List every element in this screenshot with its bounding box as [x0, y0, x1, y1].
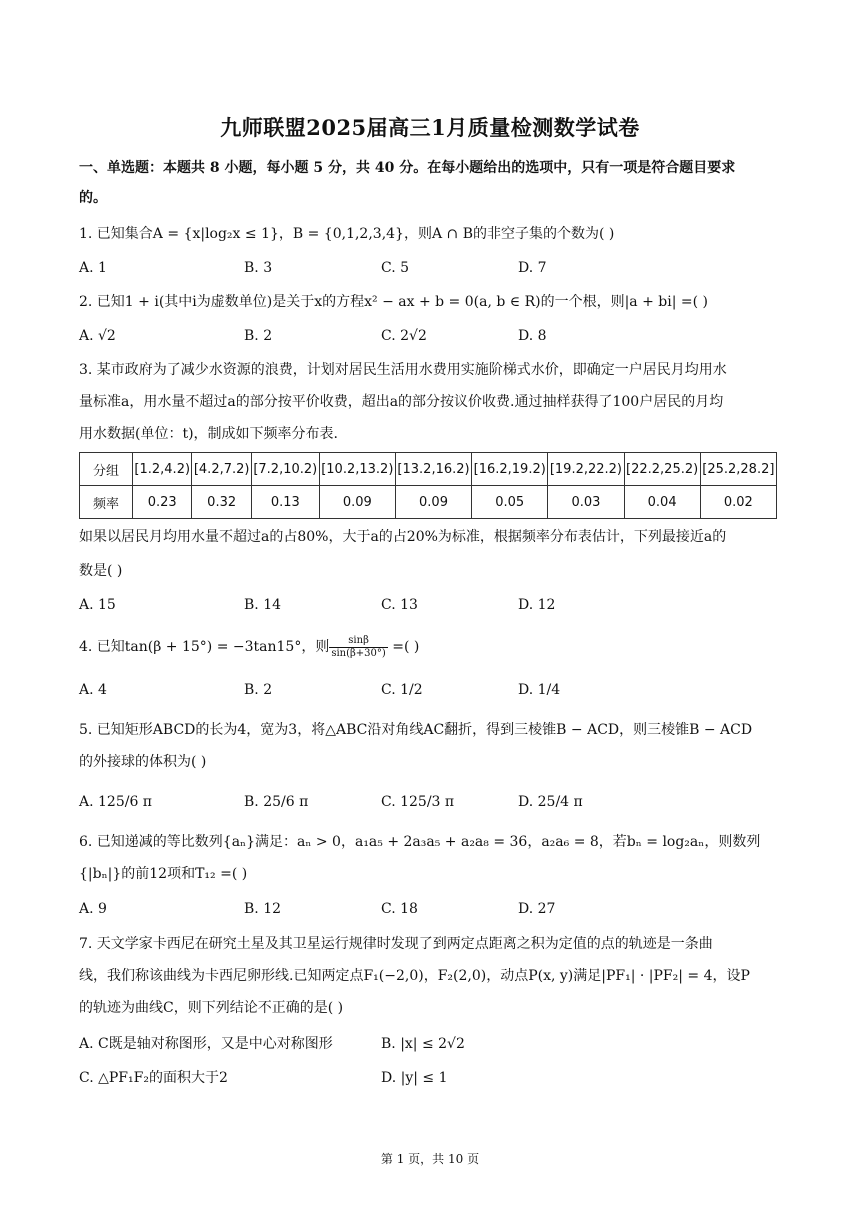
- q2-option-d: D. 8: [518, 328, 547, 344]
- table-cell: [22.2,25.2): [624, 453, 700, 486]
- q4-frac-num: sinβ: [329, 635, 387, 648]
- q7-option-b: B. |x| ≤ 2√2: [381, 1036, 465, 1052]
- q5-option-b: B. 25/6 π: [244, 794, 309, 810]
- q2-option-c: C. 2√2: [381, 328, 427, 344]
- question-7-line-2: 线，我们称该曲线为卡西尼卵形线.已知两定点F₁(−2,0)，F₂(2,0)，动点P(x, y)满足|PF₁| · |PF₂| = 4，设P: [79, 968, 750, 984]
- section-heading-line-1: 一、单选题：本题共 8 小题，每小题 5 分，共 40 分。在每小题给出的选项中，只有一项是符合题目要求: [79, 160, 736, 176]
- table-row-freqs: [80, 486, 777, 519]
- question-6-options: [79, 899, 784, 919]
- table-cell: [25.2,28.2]: [700, 453, 776, 486]
- question-7-options-row-2: [79, 1068, 784, 1088]
- table-cell: 0.03: [548, 486, 624, 519]
- table-cell: [7.2,10.2): [251, 453, 319, 486]
- q3-option-c: C. 13: [381, 597, 418, 613]
- q3-option-b: B. 14: [244, 597, 282, 613]
- q1-option-c: C. 5: [381, 260, 410, 276]
- question-3-line-1: 3. 某市政府为了减少水资源的浪费，计划对居民生活用水费用实施阶梯式水价，即确定一户居民月均用水: [79, 362, 727, 378]
- q5-option-a: A. 125/6 π: [79, 794, 153, 810]
- q2-option-a: A. √2: [79, 328, 116, 344]
- q4-stem-pre: 4. 已知tan(β + 15°) = −3tan15°，则: [79, 639, 330, 655]
- q7-option-c: C. △PF₁F₂的面积大于2: [79, 1070, 228, 1086]
- table-cell: [10.2,13.2): [319, 453, 395, 486]
- q4-option-b: B. 2: [244, 682, 273, 698]
- q1-option-b: B. 3: [244, 260, 273, 276]
- question-3-options: [79, 595, 784, 615]
- question-5-line-1: 5. 已知矩形ABCD的长为4，宽为3，将△ABC沿对角线AC翻折，得到三棱锥B − ACD，则三棱锥B − ACD: [79, 722, 753, 738]
- question-2-stem: 2. 已知1 + i(其中i为虚数单位)是关于x的方程x² − ax + b = 0(a, b ∈ R)的一个根，则|a + bi| =( ): [79, 294, 708, 310]
- question-1-stem: 1. 已知集合A = {x|log₂x ≤ 1}，B = {0,1,2,3,4}，则A ∩ B的非空子集的个数为( ): [79, 226, 615, 242]
- q2-option-b: B. 2: [244, 328, 273, 344]
- question-4-options: [79, 680, 784, 700]
- q5-option-c: C. 125/3 π: [381, 794, 455, 810]
- question-5-line-2: 的外接球的体积为( ): [79, 754, 207, 770]
- question-7-line-3: 的轨迹为曲线C，则下列结论不正确的是( ): [79, 1000, 344, 1016]
- q4-option-d: D. 1/4: [518, 682, 561, 698]
- question-3-line-5: 数是( ): [79, 563, 123, 579]
- q6-option-c: C. 18: [381, 901, 418, 917]
- question-5-options: [79, 792, 784, 812]
- frequency-table: [79, 452, 777, 519]
- table-cell: [19.2,22.2): [548, 453, 624, 486]
- question-3-line-4: 如果以居民月均用水量不超过a的占80%，大于a的占20%为标准，根据频率分布表估计，下列最接近a的: [79, 529, 727, 545]
- question-7-options-row-1: [79, 1034, 784, 1054]
- q3-option-a: A. 15: [79, 597, 116, 613]
- q6-option-b: B. 12: [244, 901, 282, 917]
- q4-fraction: [329, 635, 387, 660]
- q4-option-c: C. 1/2: [381, 682, 423, 698]
- table-cell: 0.09: [319, 486, 395, 519]
- q1-option-d: D. 7: [518, 260, 547, 276]
- q4-stem-post: =( ): [387, 639, 420, 655]
- question-2-options: [79, 326, 784, 346]
- q7-option-d: D. |y| ≤ 1: [381, 1070, 448, 1086]
- table-row-label: 频率: [80, 486, 133, 519]
- q5-option-d: D. 25/4 π: [518, 794, 583, 810]
- table-cell: 0.05: [472, 486, 548, 519]
- table-cell: 0.04: [624, 486, 700, 519]
- table-cell: [4.2,7.2): [192, 453, 251, 486]
- table-cell: 0.09: [395, 486, 471, 519]
- question-1-options: [79, 258, 784, 278]
- q4-frac-den: sin(β+30°): [331, 647, 386, 659]
- table-cell: 0.23: [133, 486, 192, 519]
- question-7-line-1: 7. 天文学家卡西尼在研究土星及其卫星运行规律时发现了到两定点距离之积为定值的点的轨迹是一条曲: [79, 936, 713, 952]
- table-row-label: 分组: [80, 453, 133, 486]
- q4-option-a: A. 4: [79, 682, 107, 698]
- q7-option-a: A. C既是轴对称图形，又是中心对称图形: [79, 1036, 333, 1052]
- table-cell: [13.2,16.2): [395, 453, 471, 486]
- table-cell: 0.13: [251, 486, 319, 519]
- table-cell: [16.2,19.2): [472, 453, 548, 486]
- table-row-groups: [80, 453, 777, 486]
- question-6-line-1: 6. 已知递减的等比数列{aₙ}满足：aₙ > 0，a₁a₅ + 2a₃a₅ + a₂a₈ = 36，a₂a₆ = 8，若bₙ = log₂aₙ，则数列: [79, 834, 761, 850]
- page-title: 九师联盟2025届高三1月质量检测数学试卷: [220, 115, 640, 140]
- q6-option-a: A. 9: [79, 901, 107, 917]
- q6-option-d: D. 27: [518, 901, 556, 917]
- table-cell: 0.02: [700, 486, 776, 519]
- question-3-line-3: 用水数据(单位：t)，制成如下频率分布表.: [79, 426, 338, 442]
- section-heading-line-2: 的。: [79, 190, 107, 206]
- question-6-line-2: {|bₙ|}的前12项和T₁₂ =( ): [79, 866, 248, 882]
- table-cell: [1.2,4.2): [133, 453, 192, 486]
- question-3-line-2: 量标准a，用水量不超过a的部分按平价收费，超出a的部分按议价收费.通过抽样获得了100户居民的月均: [79, 394, 724, 410]
- q1-option-a: A. 1: [79, 260, 107, 276]
- page-footer: 第 1 页，共 10 页: [380, 1152, 480, 1166]
- question-4-stem: [79, 634, 784, 660]
- q3-option-d: D. 12: [518, 597, 556, 613]
- table-cell: 0.32: [192, 486, 251, 519]
